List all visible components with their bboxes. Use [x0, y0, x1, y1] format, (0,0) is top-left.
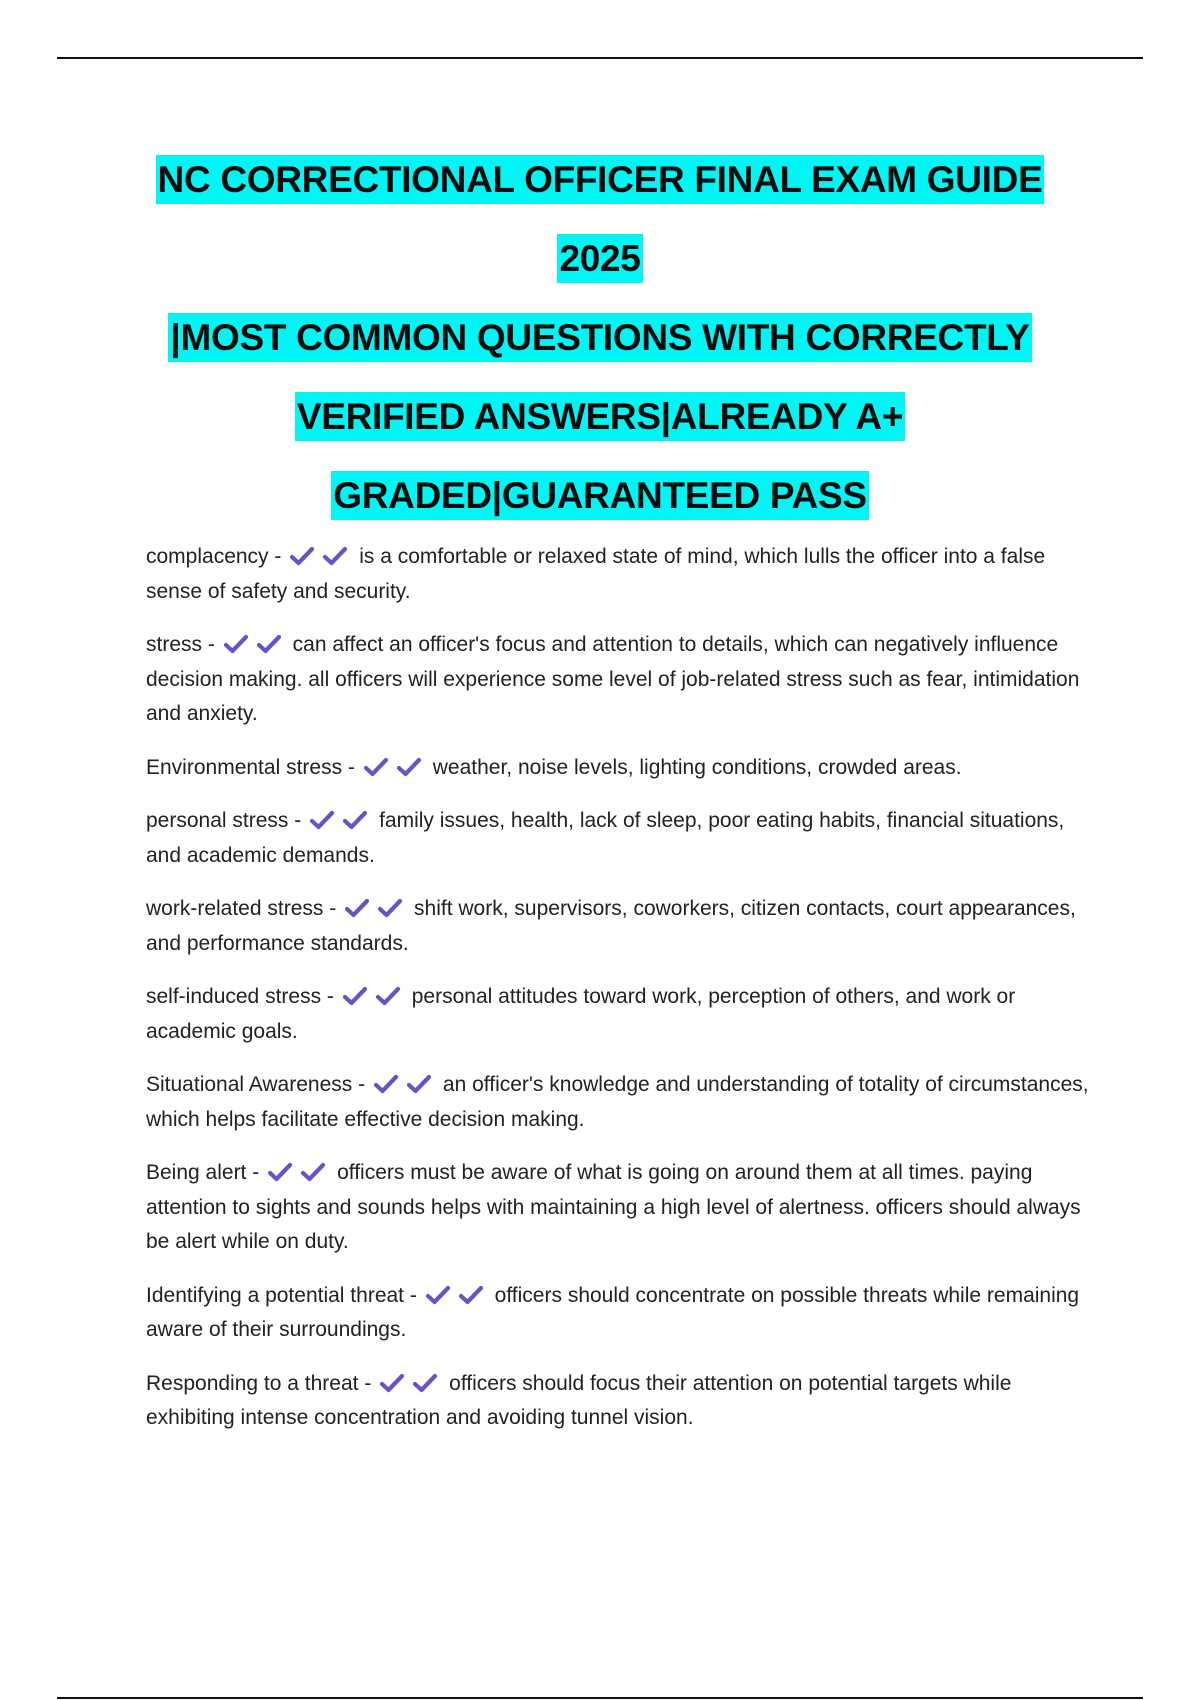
check-icons [223, 628, 289, 663]
check-icon [379, 1373, 405, 1393]
check-icons [267, 1156, 333, 1191]
definition-text: weather, noise levels, lighting conditions, crowded areas. [432, 755, 962, 779]
check-icon [406, 1074, 432, 1094]
term-label: Environmental stress - [146, 755, 361, 779]
check-icon [289, 546, 315, 566]
check-icon [300, 1162, 326, 1182]
definition-entry [146, 1367, 1096, 1436]
definition-entry [146, 1068, 1096, 1137]
check-icon [412, 1373, 438, 1393]
term-label: Identifying a potential threat - [146, 1283, 423, 1307]
check-icons [344, 892, 410, 927]
definition-text: officers should focus their attention on potential targets while exhibiting intense concentration and avoiding tunnel vision. [146, 1371, 1012, 1429]
check-icons [309, 804, 375, 839]
term-label: Being alert - [146, 1161, 266, 1184]
definition-text: officers must be aware of what is going on around them at all times. paying attention to sights and sounds helps with maintaining a high level of alertness. officers should always be alert while on duty. [146, 1161, 1081, 1253]
check-icon [425, 1285, 451, 1305]
check-icons [425, 1279, 491, 1314]
definition-entry [146, 1156, 1096, 1260]
term-label: work-related stress - [146, 897, 343, 920]
document-title [120, 140, 1080, 535]
check-icon [375, 986, 401, 1006]
check-icon [363, 757, 389, 777]
check-icon [458, 1285, 484, 1305]
check-icon [342, 986, 368, 1006]
definition-text: officers should concentrate on possible threats while remaining aware of their surroundings. [146, 1283, 1080, 1341]
definition-text: is a comfortable or relaxed state of mind, which lulls the officer into a false sense of safety and security. [146, 545, 1046, 603]
term-label: personal stress - [146, 809, 308, 832]
check-icon [396, 757, 422, 777]
bottom-rule [57, 1697, 1143, 1699]
definition-text: an officer's knowledge and understanding of totality of circumstances, which helps facilitate effective decision making. [146, 1073, 1089, 1131]
definition-text: personal attitudes toward work, perception of others, and work or academic goals. [146, 985, 1016, 1043]
term-label: self-induced stress - [146, 985, 340, 1008]
check-icons [289, 540, 355, 575]
definition-entry [146, 892, 1096, 961]
check-icon [267, 1162, 293, 1182]
term-label: complacency - [146, 545, 288, 568]
check-icon [223, 634, 249, 654]
definition-entry [146, 980, 1096, 1049]
definition-text: family issues, health, lack of sleep, poor eating habits, financial situations, and academic demands. [146, 809, 1065, 867]
check-icon [342, 810, 368, 830]
title-line: 2025 [120, 219, 1080, 298]
check-icon [256, 634, 282, 654]
title-line: VERIFIED ANSWERS|ALREADY A+ [120, 377, 1080, 456]
check-icon [344, 898, 370, 918]
check-icons [379, 1367, 445, 1402]
term-label: stress - [146, 633, 221, 656]
title-line: GRADED|GUARANTEED PASS [120, 456, 1080, 535]
title-line: |MOST COMMON QUESTIONS WITH CORRECTLY [120, 298, 1080, 377]
title-line: NC CORRECTIONAL OFFICER FINAL EXAM GUIDE [120, 140, 1080, 219]
check-icon [322, 546, 348, 566]
definition-text: shift work, supervisors, coworkers, citizen contacts, court appearances, and performance standards. [146, 897, 1076, 955]
top-rule [57, 57, 1143, 59]
check-icon [377, 898, 403, 918]
flashcard-list [146, 540, 1096, 1455]
definition-entry [146, 751, 1096, 786]
definition-text: can affect an officer's focus and attention to details, which can negatively influence decision making. all officers will experience some level of job-related stress such as fear, intimidation and anxiety. [146, 633, 1080, 725]
definition-entry [146, 540, 1096, 609]
term-label: Responding to a threat - [146, 1371, 378, 1395]
check-icons [373, 1068, 439, 1103]
check-icon [309, 810, 335, 830]
definition-entry [146, 1279, 1096, 1348]
check-icon [373, 1074, 399, 1094]
definition-entry [146, 628, 1096, 732]
check-icons [342, 980, 408, 1015]
term-label: Situational Awareness - [146, 1073, 371, 1096]
check-icons [363, 751, 429, 786]
definition-entry [146, 804, 1096, 873]
